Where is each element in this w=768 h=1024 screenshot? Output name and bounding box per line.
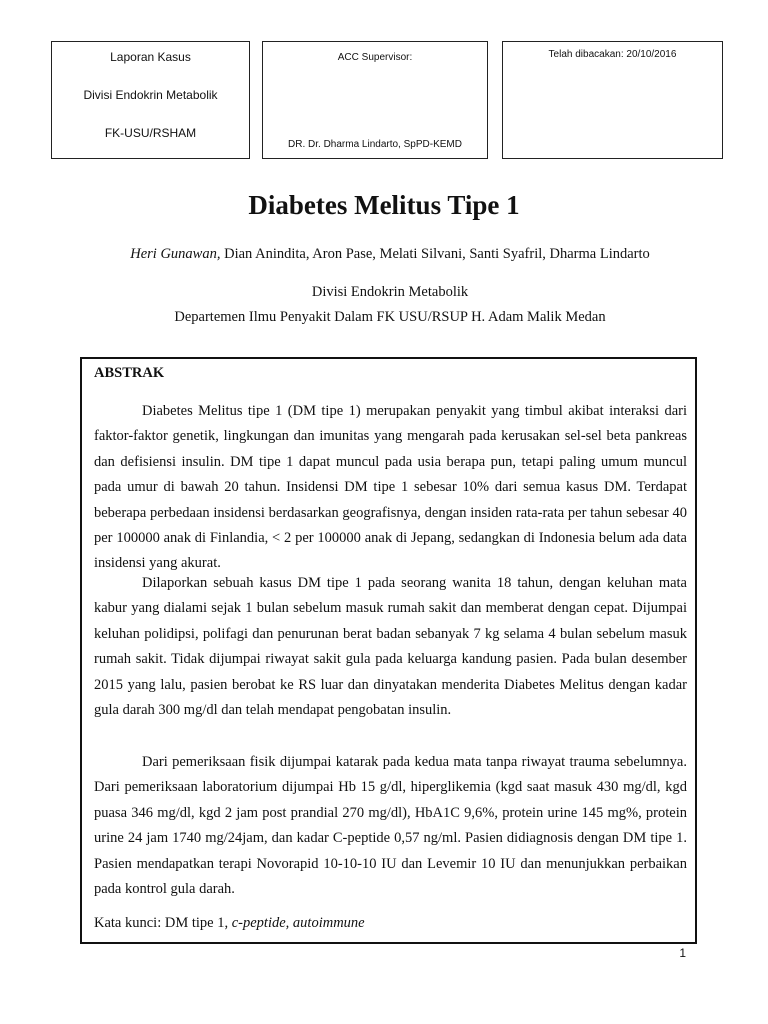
report-type: Laporan Kasus [110, 50, 191, 64]
supervisor-label: ACC Supervisor: [337, 52, 413, 63]
read-date: Telah dibacakan: 20/10/2016 [548, 49, 677, 60]
keywords-italic: c-peptide, autoimmune [231, 915, 365, 931]
supervisor-name: DR. Dr. Dharma Lindarto, SpPD-KEMD [288, 139, 462, 150]
abstract-paragraph: Dilaporkan sebuah kasus DM tipe 1 pada seorang wanita 18 tahun, dengan keluhan mata kabur yang dialami sejak 1 bulan sebelum masuk rumah sakit dan memberat dengan cepat. Dijumpai keluhan polidipsi, polifagi dan penurunan berat badan sebanyak 7 kg selama 4 bulan sebelum masuk rumah sakit. Tidak dijumpai riwayat sakit gula pada keluarga kandung pasien. Pada bulan desember 2015 yang lalu, pasien berobat ke RS luar dan dinyatakan menderita Diabetes Melitus dengan kadar gula darah 300 mg/dl dan telah mendapat pengobatan insulin. [94, 575, 687, 719]
header-box-read-date [502, 41, 723, 159]
co-authors: Dian Anindita, Aron Pase, Melati Silvani, Santi Syafril, Dharma Lindarto [224, 246, 650, 262]
affiliation-department: Departemen Ilmu Penyakit Dalam FK USU/RSUP H. Adam Malik Medan [174, 309, 606, 325]
institution: FK-USU/RSHAM [104, 126, 197, 140]
keywords [94, 915, 365, 932]
abstract-paragraph: Diabetes Melitus tipe 1 (DM tipe 1) merupakan penyakit yang timbul akibat interaksi dari faktor-faktor genetik, lingkungan dan imunitas yang mengarah pada kerusakan sel-sel beta pankreas dan defisiensi insulin. DM tipe 1 dapat muncul pada usia berapa pun, tetapi paling umum muncul pada umur di bawah 20 tahun. Insidensi DM tipe 1 sebesar 10% dari semua kasus DM. Terdapat beberapa perbedaan insidensi berdasarkan geografisnya, dengan insiden rata-rata per tahun sebesar 40 per 100000 anak di Finlandia, < 2 per 100000 anak di Jepang, sedangkan di Indonesia belum ada data insidensi yang akurat. [94, 403, 687, 572]
abstract-heading: ABSTRAK [94, 365, 165, 381]
first-author: Heri Gunawan, [130, 246, 221, 262]
author-list [0, 246, 768, 263]
keywords-label: Kata kunci: DM tipe 1, [94, 915, 229, 931]
header-box-report [51, 41, 250, 159]
page-number: 1 [679, 946, 686, 960]
header-box-supervisor [262, 41, 488, 159]
abstract-box [80, 357, 697, 944]
division-name: Divisi Endokrin Metabolik [83, 88, 218, 102]
affiliation-division: Divisi Endokrin Metabolik [311, 284, 469, 300]
paper-title: Diabetes Melitus Tipe 1 [248, 190, 520, 220]
abstract-paragraph: Dari pemeriksaan fisik dijumpai katarak pada kedua mata tanpa riwayat trauma sebelumnya. Dari pemeriksaan laboratorium dijumpai Hb 15 g/dl, hiperglikemia (kgd saat masuk 430 mg/dl, kgd puasa 346 mg/dl, kgd 2 jam post prandial 270 mg/dl), HbA1C 9,6%, protein urine 145 mg%, protein urine 24 jam 1740 mg/24jam, dan kadar C-peptide 0,57 ng/ml. Pasien didiagnosis dengan DM tipe 1. Pasien mendapatkan terapi Novorapid 10-10-10 IU dan Levemir 10 IU dan menunjukkan perbaikan pada kontrol gula darah. [94, 754, 687, 898]
